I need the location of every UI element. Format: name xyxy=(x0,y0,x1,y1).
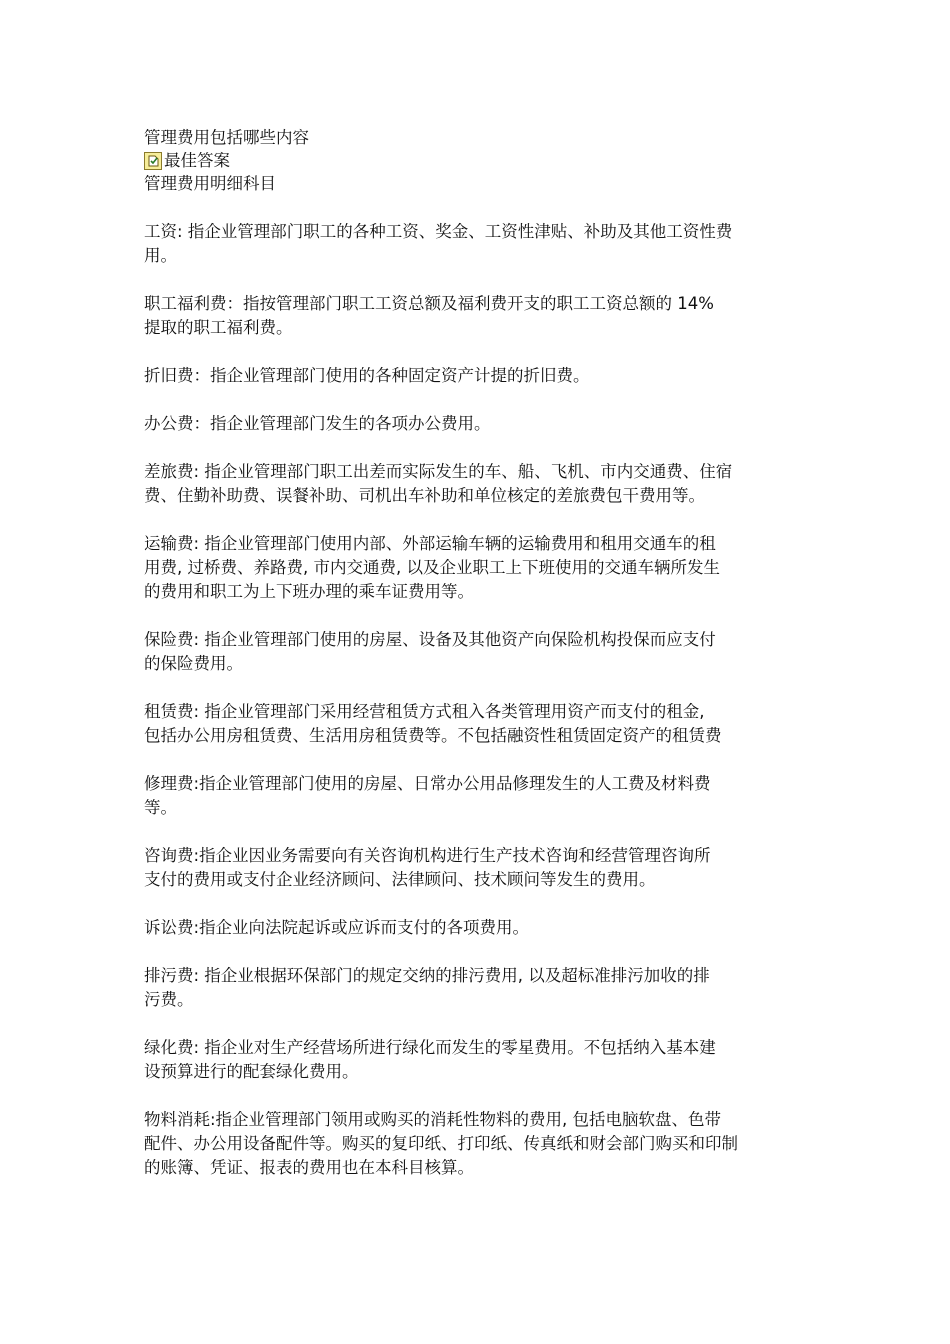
best-answer-badge-icon xyxy=(144,152,162,170)
expense-item-office: 办公费：指企业管理部门发生的各项办公费用。 xyxy=(144,414,491,433)
best-answer-label: 最佳答案 xyxy=(164,151,230,170)
expense-item-pollution: 排污费: 指企业根据环保部门的规定交纳的排污费用, 以及超标准排污加收的排 污费。 xyxy=(144,966,710,1009)
document-body xyxy=(144,126,814,1180)
expense-item-litigation: 诉讼费:指企业向法院起诉或应诉而支付的各项费用。 xyxy=(144,918,530,937)
expense-item-materials: 物料消耗:指企业管理部门领用或购买的消耗性物料的费用, 包括电脑软盘、色带 配件、办公用设备配件等。购买的复印纸、打印纸、传真纸和财会部门购买和印制 的账簿、凭证、报表的费用也在本科目核算。 xyxy=(144,1110,738,1177)
subject-heading: 管理费用明细科目 xyxy=(144,174,276,193)
expense-item-greening: 绿化费: 指企业对生产经营场所进行绿化而发生的零星费用。不包括纳入基本建 设预算进行的配套绿化费用。 xyxy=(144,1038,716,1081)
expense-item-consulting: 咨询费:指企业因业务需要向有关咨询机构进行生产技术咨询和经营管理咨询所 支付的费用或支付企业经济顾问、法律顾问、技术顾问等发生的费用。 xyxy=(144,846,711,889)
expense-item-travel: 差旅费: 指企业管理部门职工出差而实际发生的车、船、飞机、市内交通费、住宿 费、住勤补助费、误餐补助、司机出车补助和单位核定的差旅费包干费用等。 xyxy=(144,462,733,505)
expense-item-transport: 运输费: 指企业管理部门使用内部、外部运输车辆的运输费用和租用交通车的租 用费, 过桥费、养路费, 市内交通费, 以及企业职工上下班使用的交通车辆所发生 的费用和职工为上下班办理的乘车证费用等。 xyxy=(144,534,720,601)
expense-item-welfare: 职工福利费：指按管理部门职工工资总额及福利费开支的职工工资总额的 14% 提取的职工福利费。 xyxy=(144,294,714,337)
expense-item-depreciation: 折旧费：指企业管理部门使用的各种固定资产计提的折旧费。 xyxy=(144,366,590,385)
best-answer-header xyxy=(144,149,814,172)
expense-item-wages: 工资: 指企业管理部门职工的各种工资、奖金、工资性津贴、补助及其他工资性费 用。 xyxy=(144,222,733,265)
expense-item-insurance: 保险费: 指企业管理部门使用的房屋、设备及其他资产向保险机构投保而应支付 的保险费用。 xyxy=(144,630,716,673)
expense-item-repair: 修理费:指企业管理部门使用的房屋、日常办公用品修理发生的人工费及材料费 等。 xyxy=(144,774,711,817)
question-title: 管理费用包括哪些内容 xyxy=(144,128,309,147)
expense-item-lease: 租赁费: 指企业管理部门采用经营租赁方式租入各类管理用资产而支付的租金, 包括办公用房租赁费、生活用房租赁费等。不包括融资性租赁固定资产的租赁费 xyxy=(144,702,722,745)
